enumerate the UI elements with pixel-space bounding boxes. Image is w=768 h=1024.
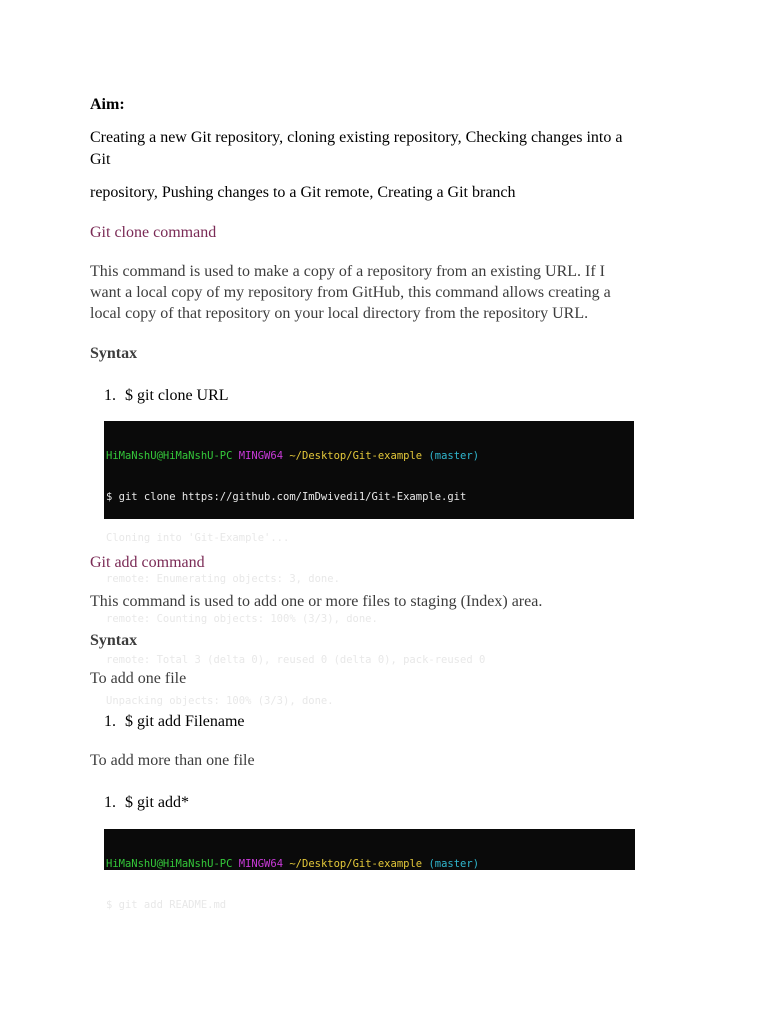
terminal-user: HiMaNshU@HiMaNshU-PC [106,450,233,463]
list-number: 1. [104,794,116,811]
terminal-output-line: remote: Counting objects: 100% (3/3), done. [106,613,378,626]
list-number: 1. [104,713,116,730]
add-description: This command is used to add one or more files to staging (Index) area. [90,593,543,610]
terminal-output-line: remote: Enumerating objects: 3, done. [106,572,340,585]
add-more-files-label: To add more than one file [90,752,255,769]
terminal-output-line: remote: Total 3 (delta 0), reused 0 (delta 0), pack-reused 0 [106,654,486,667]
clone-syntax-item [90,385,229,406]
clone-syntax-label: Syntax [90,345,138,362]
aim-heading: Aim: [90,96,125,113]
add-command-text-2: $ git add* [125,794,189,811]
add-terminal-screenshot [104,829,635,911]
list-number: 1. [104,387,116,404]
terminal-env: MINGW64 [238,858,284,871]
add-heading: Git add command [90,554,205,571]
terminal-user: HiMaNshU@HiMaNshU-PC [106,858,233,871]
clone-description-line-1: This command is used to make a copy of a repository from an existing URL. If I [90,263,605,280]
terminal-branch: (master) [428,858,480,871]
add-one-file-label: To add one file [90,670,187,687]
terminal-output-line: $ git clone https://github.com/ImDwivedi1/Git-Example.git [106,490,467,503]
add-command-text-1: $ git add Filename [125,713,245,730]
aim-text-line-1: Creating a new Git repository, cloning existing repository, Checking changes into a [90,129,623,146]
terminal-prompt-line [104,858,635,872]
clone-heading: Git clone command [90,224,217,241]
terminal-prompt-line [104,450,634,464]
terminal-env: MINGW64 [238,450,284,463]
terminal-output-line: Unpacking objects: 100% (3/3), done. [106,694,334,707]
clone-description-line-3: local copy of that repository on your local directory from the repository URL. [90,305,589,322]
terminal-path: ~/Desktop/Git-example [289,858,423,871]
clone-description-line-2: want a local copy of my repository from GitHub, this command allows creating a [90,284,611,301]
terminal-output-line: Cloning into 'Git-Example'... [106,531,290,544]
clone-command-text: $ git clone URL [125,387,229,404]
terminal-branch: (master) [428,450,480,463]
add-syntax-item-2 [90,792,189,813]
aim-text-line-3: repository, Pushing changes to a Git remote, Creating a Git branch [90,184,516,201]
aim-text-line-2: Git [90,151,111,168]
add-syntax-label: Syntax [90,632,138,649]
terminal-output-line: $ git add README.md [106,898,227,911]
terminal-path: ~/Desktop/Git-example [289,450,423,463]
add-syntax-item-1 [90,711,245,732]
